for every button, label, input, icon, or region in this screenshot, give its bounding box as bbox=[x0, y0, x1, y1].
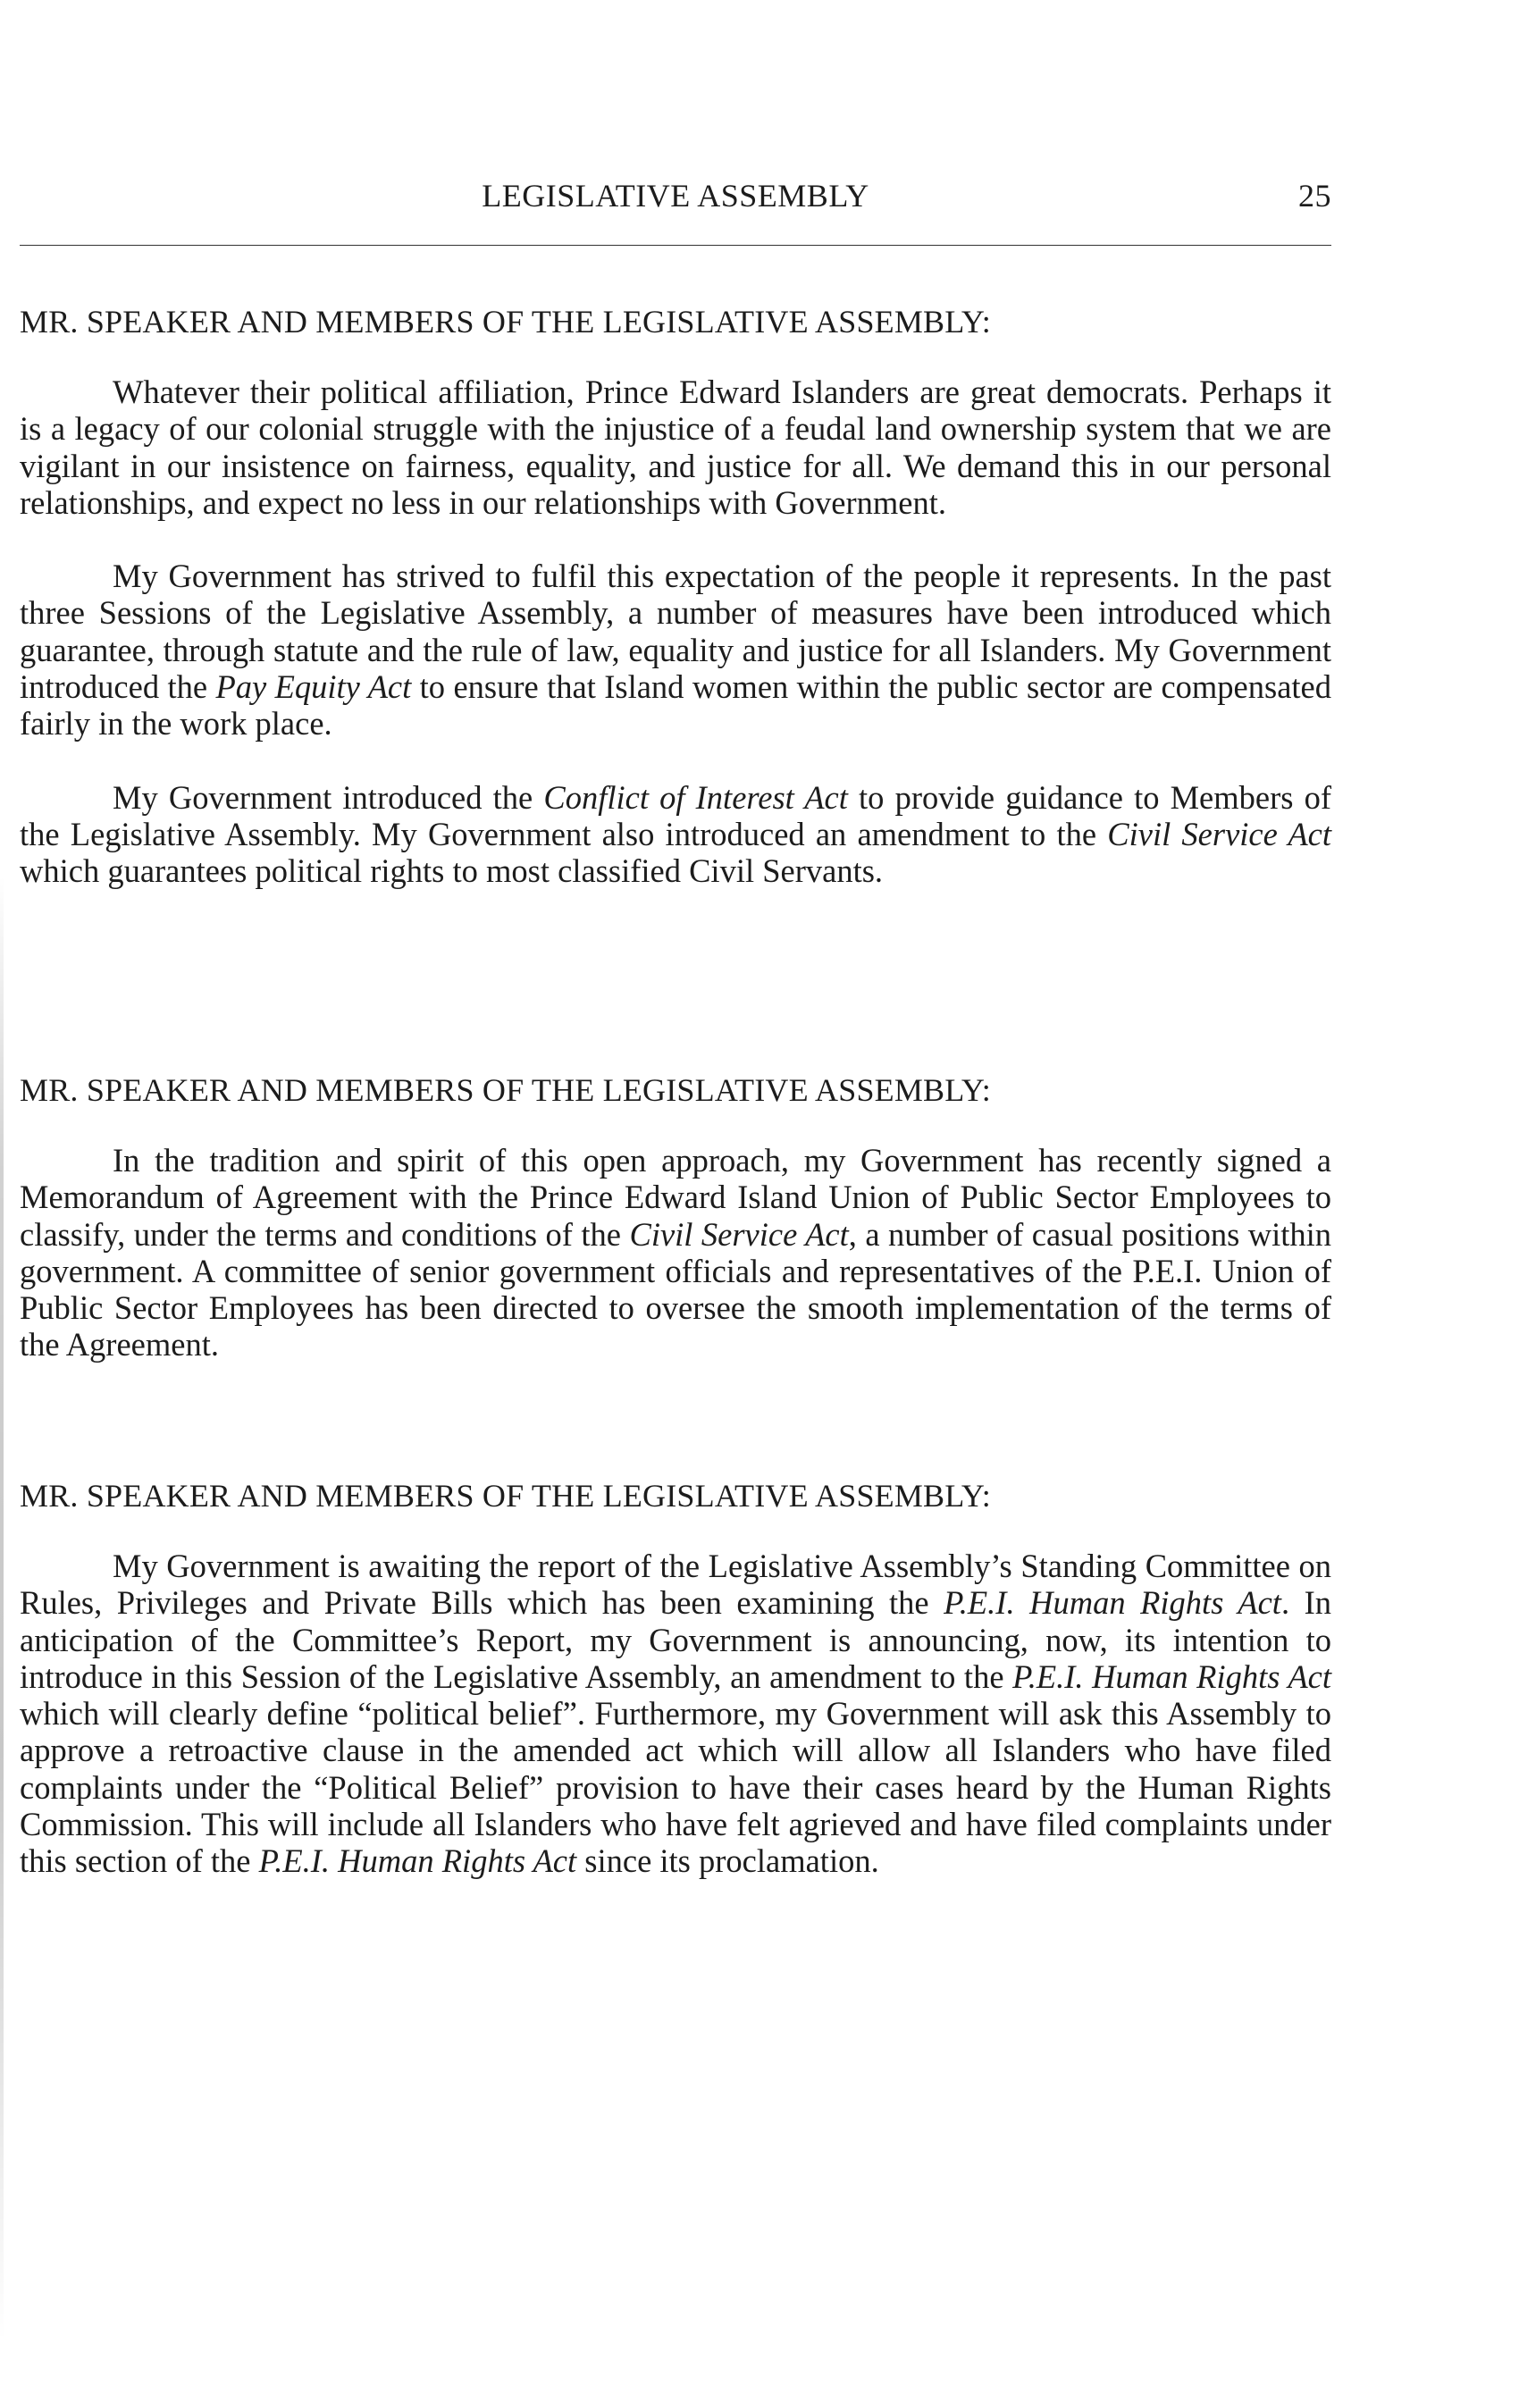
text-run: In the tradition and spirit of this open approach, my Government has recently signed a Memorandum of Agreement with the Prince Edward Island Union of Public Sector Employees to classify, under the terms and conditions of the bbox=[20, 1142, 1331, 1253]
text-run: . In anticipation of the Committee’s Report, my Government is announcing, now, its intention to introduce in this Session of the Legislative Assembly, an amendment to the bbox=[20, 1584, 1332, 1695]
section-3 bbox=[20, 1476, 1331, 1917]
text-run: to ensure that Island women within the public sector are compensated fairly in the work place. bbox=[20, 668, 1331, 743]
paragraph bbox=[20, 373, 1331, 521]
text-run: My Government has strived to fulfil this expectation of the people it represents. In the past three Sessions of the Legislative Assembly, a number of measures have been introduced which guarantee, through statute and the rule of law, equality and justice for all Islanders. My Government introduced the bbox=[20, 558, 1331, 706]
section-1 bbox=[20, 302, 1331, 927]
page-number: 25 bbox=[1298, 178, 1331, 214]
section-heading: MR. SPEAKER AND MEMBERS OF THE LEGISLATIVE ASSEMBLY: bbox=[20, 1072, 991, 1108]
paragraph bbox=[20, 558, 1331, 742]
italic-act-title: P.E.I. Human Rights Act bbox=[258, 1842, 577, 1880]
paragraph bbox=[20, 1142, 1331, 1363]
paragraph bbox=[20, 779, 1331, 890]
italic-act-title: Pay Equity Act bbox=[215, 668, 412, 706]
italic-act-title: Civil Service Act bbox=[629, 1215, 849, 1253]
italic-act-title: P.E.I. Human Rights Act bbox=[1012, 1657, 1331, 1695]
section-heading: MR. SPEAKER AND MEMBERS OF THE LEGISLATIVE ASSEMBLY: bbox=[20, 304, 991, 340]
text-run: to provide guidance to Members of the Legislative Assembly. My Government also introduced an amendment to the bbox=[20, 778, 1331, 852]
text-run: My Government introduced the bbox=[113, 778, 544, 816]
italic-act-title: Civil Service Act bbox=[1107, 815, 1331, 852]
scan-edge-shadow bbox=[0, 876, 4, 2341]
section-heading: MR. SPEAKER AND MEMBERS OF THE LEGISLATIVE ASSEMBLY: bbox=[20, 1478, 991, 1514]
italic-act-title: Conflict of Interest Act bbox=[543, 778, 848, 816]
text-run: Whatever their political affiliation, Prince Edward Islanders are great democrats. Perhaps it is a legacy of our colonial struggle with the injustice of a feudal land ownership system that we are vigilant in our insistence on fairness, equality, and justice for all. We demand this in our personal relationships, and expect no less in our relationships with Government. bbox=[20, 373, 1331, 521]
running-header bbox=[20, 177, 1331, 222]
text-run: which guarantees political rights to most classified Civil Servants. bbox=[20, 852, 884, 890]
text-run: which will clearly define “political belief”. Furthermore, my Government will ask this Assembly to approve a retroactive clause in the amended act which will allow all Islanders who have filed complaints under the “Political Belief” provision to have their cases heard by the Human Rights Commission. This will include all Islanders who have felt agrieved and have filed complaints under this section of the bbox=[20, 1695, 1331, 1880]
text-run: , a number of casual positions within government. A committee of senior government officials and representatives of the P.E.I. Union of Public Sector Employees has been directed to oversee the smooth implementation of the terms of the Agreement. bbox=[20, 1215, 1332, 1363]
italic-act-title: P.E.I. Human Rights Act bbox=[944, 1584, 1281, 1622]
text-run: since its proclamation. bbox=[576, 1842, 879, 1880]
section-2 bbox=[20, 1070, 1331, 1400]
header-rule bbox=[20, 245, 1331, 246]
header-title: LEGISLATIVE ASSEMBLY bbox=[482, 178, 869, 214]
text-run: My Government is awaiting the report of the Legislative Assembly’s Standing Committee on Rules, Privileges and Private Bills which has been examining the bbox=[20, 1548, 1331, 1622]
paragraph bbox=[20, 1548, 1331, 1880]
